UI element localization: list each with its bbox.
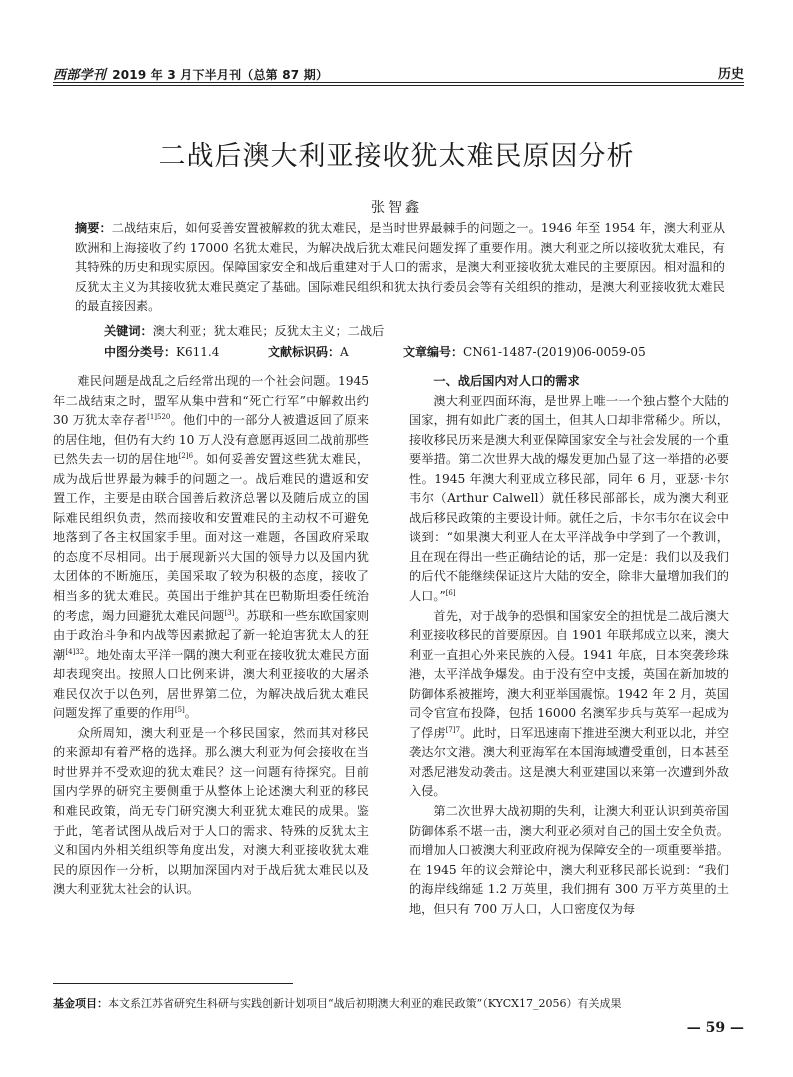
doc-code-label: 文献标识码：	[268, 345, 341, 359]
journal-logo: 西部学刊	[53, 68, 106, 83]
article-author: 张智鑫	[371, 200, 422, 216]
paragraph: 第二次世界大战初期的失利，让澳大利亚认识到英帝国防御体系不堪一击，澳大利亚必须对自己的国土安全负责。而增加人口被澳大利亚政府视为保障安全的一项重要举措。在 1945 年的议会辩论中，澳大利亚移民部长说到：“我们的海岸线绵延 1.2 万英里，我们拥有 300 万平方英里的土地，但只有 700 万人口，人口密度仅为每	[409, 804, 729, 916]
article-no-label: 文章编号：	[403, 345, 464, 359]
paragraph: 澳大利亚四面环海，是世界上唯一一个独占整个大陆的国家，拥有如此广袤的国土，但其人口却非常稀少。所以，接收移民历来是澳大利亚保障国家安全与社会发展的一个重要举措。第二次世界大战的爆发更加凸显了这一举措的必要性。1945 年澳大利亚成立移民部，同年 6 月，亚瑟·卡尔韦尔（Arthur Calwell）就任移民部部长，成为澳大利亚战后移民政策的主要设计师。就任之后，卡尔韦尔在议会中谈到：“如果澳大利亚人在太平洋战争中学到了一个教训，且在现在得出一些正确结论的话，那一定是：我们以及我们的后代不能继续保证这片大陆的安全，除非大量增加我们的人口。”[6]	[409, 393, 729, 604]
funding-label: 基金项目：	[53, 997, 108, 1010]
abstract	[75, 219, 725, 317]
article-no-value: CN61-1487-(2019)06-0059-05	[463, 345, 646, 359]
header-rule	[53, 82, 744, 83]
clc-value: K611.4	[176, 345, 220, 359]
citation: [4]32	[65, 647, 85, 656]
article-number	[403, 343, 646, 360]
left-column	[53, 372, 369, 900]
paragraph: 众所周知，澳大利亚是一个移民国家，然而其对移民的来源却有着严格的选择。那么澳大利亚为何会接收在当时世界并不受欢迎的犹太难民？这一问题有待探究。目前国内学界的研究主要侧重于从整体上论述澳大利亚的移民和难民政策，尚无专门研究澳大利亚犹太难民的成果。鉴于此，笔者试图从战后对于人口的需求、特殊的反犹太主义和国内外相关组织等角度出发，对澳大利亚接收犹太难民的原因作一分析，以期加深国内对于战后犹太难民以及澳大利亚犹太社会的认识。	[53, 725, 369, 897]
clc-number	[104, 343, 219, 360]
section-heading: 一、战后国内对人口的需求	[433, 374, 580, 388]
abstract-text: 二战结束后，如何妥善安置被解救的犹太难民，是当时世界最棘手的问题之一。1946 年至 1954 年，澳大利亚从欧洲和上海接收了约 17000 名犹太难民，为解决战后犹太难民问题发挥了重要作用。澳大利亚之所以接收犹太难民，有其特殊的历史和现实原因。保障国家安全和战后重建对于人口的需求，是澳大利亚接收犹太难民的主要原因。相对温和的反犹太主义为其接收犹太难民奠定了基础。国际难民组织和犹太执行委员会等有关组织的推动，是澳大利亚接收犹太难民的最直接因素。	[75, 221, 726, 314]
journal-header	[53, 64, 328, 83]
journal-issue: 2019 年 3 月下半月刊（总第 87 期）	[112, 68, 329, 82]
citation: [6]	[445, 588, 456, 597]
funding-note	[53, 995, 621, 1011]
header-rule-thin	[53, 85, 744, 86]
doc-code-value: A	[340, 345, 349, 359]
abstract-label: 摘要：	[75, 221, 112, 235]
document-code	[268, 343, 349, 360]
footnote-rule	[53, 983, 293, 984]
citation: [5]	[174, 706, 185, 715]
clc-label: 中图分类号：	[104, 345, 177, 359]
paragraph: 难民问题是战乱之后经常出现的一个社会问题。1945 年二战结束之时，盟军从集中营和“死亡行军”中解救出约 30 万犹太幸存者$^{[1]520}$。他们中的一部分人被遣返回了原来的居住地，但仍有大约 10 万人没有意愿再返回二战前那些已然失去一切的居住地$^{[2]6}$。如何妥善安置这些犹太难民，成为战后世界最为棘手的问题之一。战后难民的遣返和安置工作，主要是由联合国善后救济总署以及随后成立的国际难民组织负责，然而接收和安置难民的主动权不可避免地落到了各主权国家手里。面对这一难题，各国政府采取的态度不尽相同。出于展现新兴大国的领导力以及国内犹太团体的不断施压，美国采取了较为积极的态度，接收了相当多的犹太难民。英国出于维护其在巴勒斯坦委任统治的考虑，竭力回避犹太难民问题[3]。苏联和一些东欧国家则由于政治斗争和内战等因素掀起了新一轮迫害犹太人的狂潮$^{[4]32}$。地处南太平洋一隅的澳大利亚在接收犹太难民方面却表现突出。按照人口比例来讲，澳大利亚接收的大屠杀难民仅次于以色列，居世界第二位，为解决战后犹太难民问题发挥了重要的作用[5]。	[53, 374, 370, 721]
paragraph: 首先，对于战争的恐惧和国家安全的担忧是二战后澳大利亚接收移民的首要原因。自 1901 年联邦成立以来，澳大利亚一直担心外来民族的入侵。1941 年底，日本突袭珍珠港，太平洋战争爆发。由于没有空中支援，英国在新加坡的防御体系被摧垮，澳大利亚举国震惊。1942 年 2 月，英国司令官宣布投降，包括 16000 名澳军步兵与英军一起成为了俘虏$^{[7]7}$。此时，日军迅速南下推进至澳大利亚以北，并空袭达尔文港。澳大利亚海军在本国海域遭受重创，日本甚至对悉尼港发动袭击。这是澳大利亚建国以来第一次遭到外敌入侵。	[409, 608, 730, 799]
keywords-label: 关键词：	[104, 324, 153, 338]
page-number: — 59 —	[686, 1020, 744, 1036]
keywords-text: 澳大利亚；犹太难民；反犹太主义；二战后	[152, 324, 385, 338]
citation: [3]	[224, 608, 235, 617]
keywords	[104, 322, 384, 339]
article-title: 二战后澳大利亚接收犹太难民原因分析	[158, 141, 635, 172]
section-label: 历史	[717, 67, 744, 82]
citation: [2]6	[178, 452, 194, 461]
citation: [1]520	[147, 413, 171, 422]
right-column	[409, 372, 729, 919]
funding-text: 本文系江苏省研究生科研与实践创新计划项目“战后初期澳大利亚的难民政策”（KYCX17_2056）有关成果	[108, 997, 622, 1010]
citation: [7]7	[445, 725, 461, 734]
